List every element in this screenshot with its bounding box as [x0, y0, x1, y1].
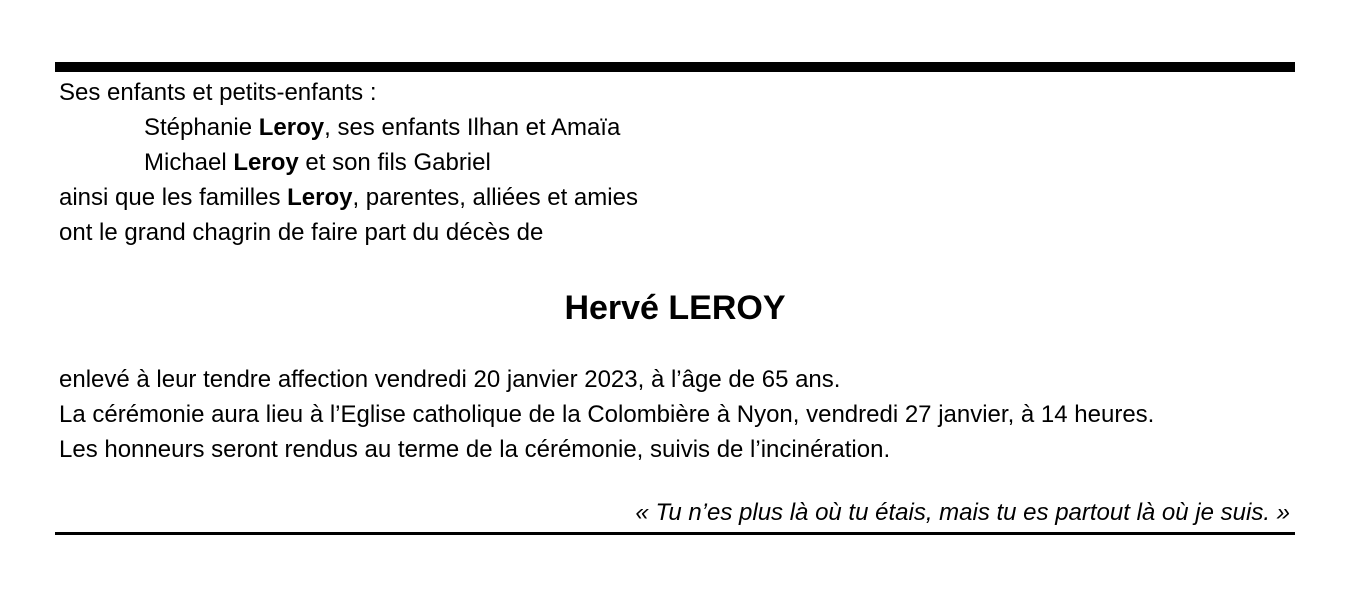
families-prefix: ainsi que les familles	[59, 184, 288, 211]
deceased-name: Hervé LEROY	[564, 289, 786, 327]
surname: Leroy	[233, 149, 299, 176]
family-line-stephanie	[144, 113, 620, 143]
memorial-quote: « Tu n’es plus là où tu étais, mais tu es partout là où je suis. »	[635, 499, 1290, 526]
family-detail: , ses enfants Ilhan et Amaïa	[324, 114, 621, 141]
families-detail: , parentes, alliées et amies	[352, 184, 638, 211]
honours-line: Les honneurs seront rendus au terme de la cérémonie, suivis de l’incinération.	[59, 436, 891, 463]
families-line	[59, 183, 638, 213]
intro-line: Ses enfants et petits-enfants :	[59, 79, 377, 106]
top-rule	[55, 62, 1295, 72]
announce-line: ont le grand chagrin de faire part du décès de	[59, 219, 544, 246]
bottom-rule	[55, 532, 1295, 535]
death-line: enlevé à leur tendre affection vendredi 20 janvier 2023, à l’âge de 65 ans.	[59, 366, 841, 393]
first-name: Michael	[144, 149, 234, 176]
first-name: Stéphanie	[144, 114, 259, 141]
family-line-michael	[144, 148, 491, 178]
ceremony-line: La cérémonie aura lieu à l’Eglise catholique de la Colombière à Nyon, vendredi 27 janvier, à 14 heures.	[59, 401, 1155, 428]
surname: Leroy	[287, 184, 353, 211]
surname: Leroy	[258, 114, 325, 141]
family-detail: et son fils Gabriel	[298, 149, 491, 176]
